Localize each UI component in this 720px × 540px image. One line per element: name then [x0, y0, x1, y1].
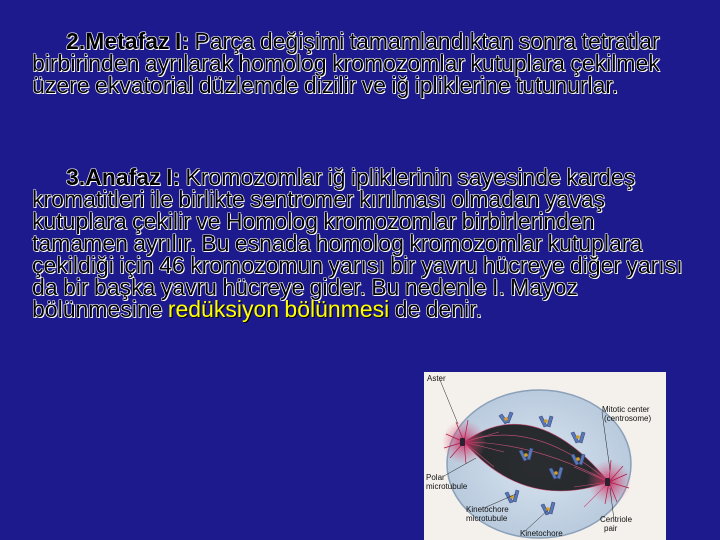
label-polar: Polar [426, 473, 445, 482]
label-centrosome: (centrosome) [604, 414, 652, 423]
label-polar-microtubule: microtubule [426, 482, 468, 491]
label-mitotic-center: Mitotic center [602, 405, 650, 414]
label-centriole: Centriole [600, 515, 633, 524]
label-kinetochore: Kinetochore [520, 529, 563, 538]
metafaz-text: Parça değişimi tamamlandıktan sonra tetratlar birbirinden ayrılarak homolog kromozomlar kutuplara çekilmek üzere ekvatorial düzlemde dizilir ve iğ ipliklerine tutunurlar. [32, 28, 660, 98]
label-aster: Aster [427, 374, 446, 383]
label-centriole-pair: pair [604, 524, 618, 533]
meiosis-anaphase-diagram [424, 372, 666, 540]
anafaz-tail: de denir. [389, 296, 482, 322]
anafaz-heading: 3.Anafaz I: [66, 164, 181, 190]
label-kinetochore-microtubule-1: Kinetochore [466, 505, 509, 514]
anafaz-text: Kromozomlar iğ ipliklerinin sayesinde kardeş kromatitleri ile birlikte sentromer kırılması olmadan yavaş kutuplara çekilir ve Homolog kromozomlar birbirlerinden tamamen ayrılır. Bu esnada homolog kromozomlar kutuplara çekildiği için 46 kromozomun yarısı bir yavru hücreye diğer yarısı da bir başka yavru hücreye gider. Bu nedenle I. Mayoz bölünmesine [32, 164, 683, 322]
metafaz-heading: 2.Metafaz I: [66, 28, 189, 54]
reduction-division-highlight: redüksiyon bölünmesi [167, 296, 390, 322]
label-kinetochore-microtubule-2: microtubule [466, 514, 508, 523]
anafaz-paragraph [32, 166, 692, 320]
metafaz-paragraph [32, 30, 692, 96]
